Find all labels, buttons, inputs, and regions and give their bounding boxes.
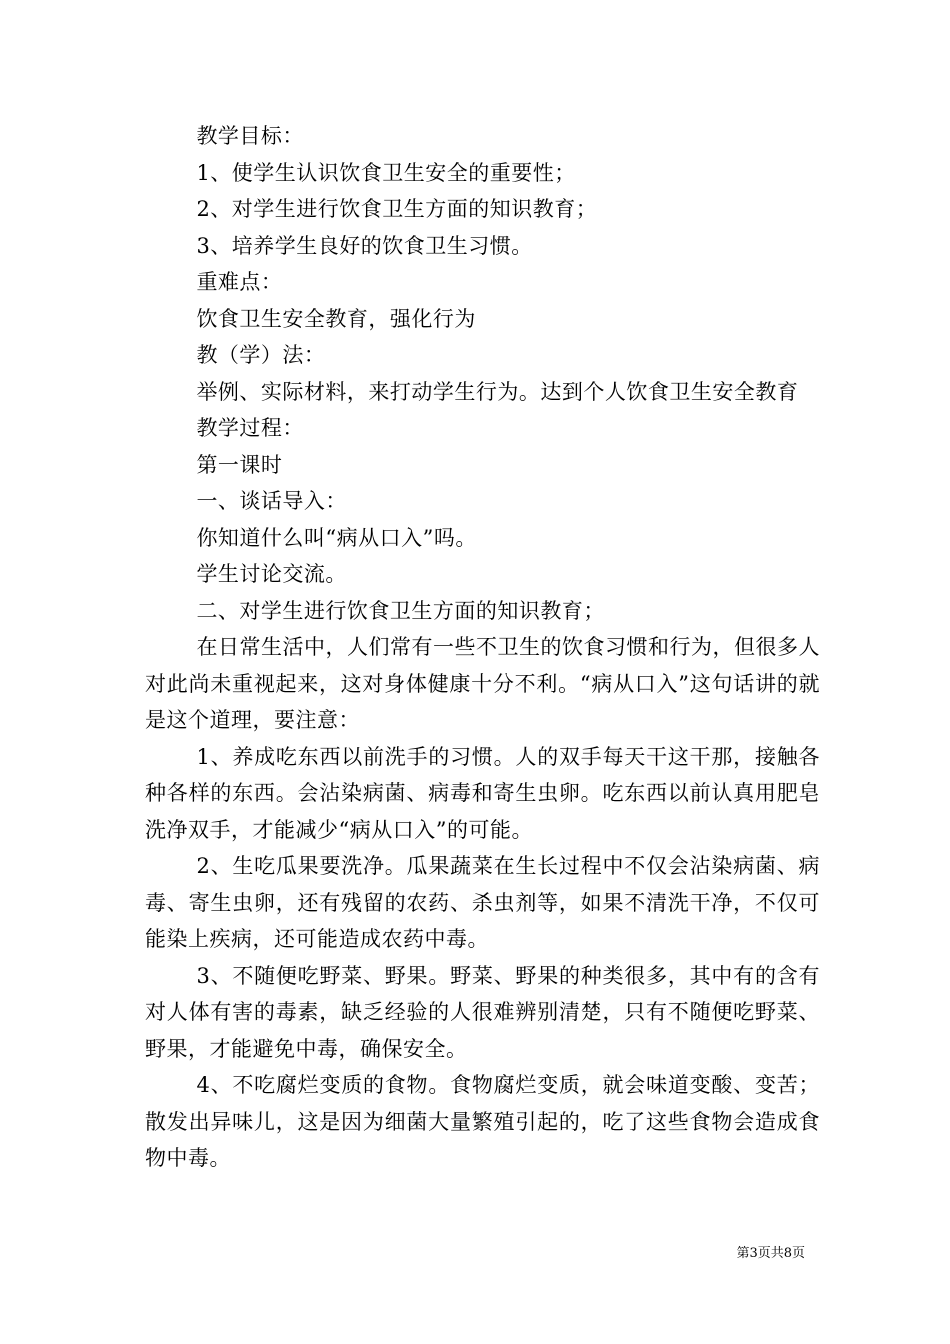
lesson-one-title: 第一课时: [196, 452, 283, 477]
rule-item-3: 3、不随便吃野菜、野果。野菜、野果的种类很多，其中有的含有对人体有害的毒素，缺乏经验的人很难辨别清楚，只有不随便吃野菜、野果，才能避免中毒，确保安全。: [145, 963, 820, 1061]
page-number: 第3页共8页: [736, 1246, 805, 1261]
section-two-intro: 在日常生活中，人们常有一些不卫生的饮食习惯和行为，但很多人对此尚未重视起来，这对身体健康十分不利。“病从口入”这句话讲的就是这个道理，要注意：: [145, 635, 820, 732]
rule-item-4: 4、不吃腐烂变质的食物。食物腐烂变质，就会味道变酸、变苦；散发出异味儿，这是因为细菌大量繁殖引起的，吃了这些食物会造成食物中毒。: [145, 1073, 820, 1170]
heading-key-points: 重难点：: [196, 270, 283, 294]
document-body: [145, 118, 820, 1177]
rule-item-1: 1、养成吃东西以前洗手的习惯。人的双手每天干这干那，接触各种各样的东西。会沾染病菌、病毒和寄生虫卵。吃东西以前认真用肥皂洗净双手，才能减少“病从口入”的可能。: [145, 744, 820, 842]
goal-item-1: 1、使学生认识饮食卫生安全的重要性；: [196, 160, 576, 185]
key-points-text: 饮食卫生安全教育，强化行为: [196, 306, 476, 331]
heading-teaching-goals: 教学目标：: [196, 124, 304, 148]
section-one-heading: 一、谈话导入：: [196, 489, 347, 513]
heading-teaching-method: 教（学）法：: [196, 343, 326, 367]
heading-teaching-process: 教学过程：: [196, 416, 304, 440]
section-one-activity: 学生讨论交流。: [196, 562, 347, 586]
rule-item-2: 2、生吃瓜果要洗净。瓜果蔬菜在生长过程中不仅会沾染病菌、病毒、寄生虫卵，还有残留的农药、杀虫剂等，如果不清洗干净，不仅可能染上疾病，还可能造成农药中毒。: [145, 854, 820, 951]
goal-item-2: 2、对学生进行饮食卫生方面的知识教育；: [196, 197, 598, 221]
goal-item-3: 3、培养学生良好的饮食卫生习惯。: [196, 233, 533, 258]
section-one-question: 你知道什么叫“病从口入”吗。: [196, 525, 477, 550]
section-two-heading: 二、对学生进行饮食卫生方面的知识教育；: [196, 598, 605, 623]
teaching-method-text: 举例、实际材料，来打动学生行为。达到个人饮食卫生安全教育: [196, 379, 799, 404]
